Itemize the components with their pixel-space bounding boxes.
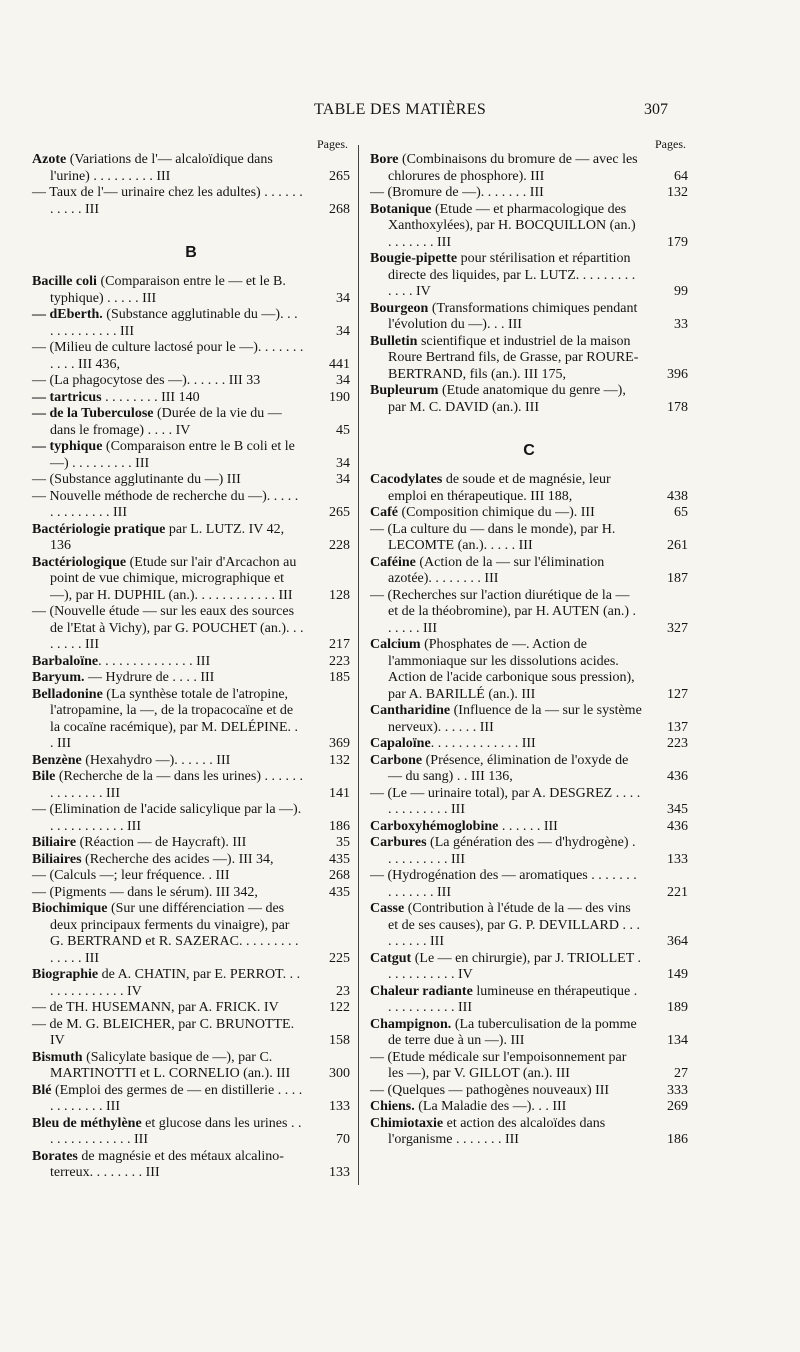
entry-page: 265	[329, 505, 350, 520]
entry-text: (Recherche des acides —). III 34,	[81, 851, 274, 867]
entry-text: — (La phagocytose des —). . . . . . III 33	[32, 373, 261, 388]
index-entry	[32, 687, 350, 753]
entry-heading: Carboxyhémoglobine	[370, 818, 499, 834]
entry-text: — (Etude médicale sur l'empoisonnement par les —), par V. GILLOT (an.). III	[370, 1049, 627, 1081]
index-entry	[32, 274, 350, 307]
entry-page: 133	[667, 851, 688, 867]
right-entries	[370, 152, 688, 1149]
entry-text: — (Le — urinaire total), par A. DESGREZ . . . . . . . . . . . . . III	[370, 785, 641, 817]
page-number: 307	[644, 101, 668, 118]
index-entry	[370, 868, 688, 901]
index-entry	[32, 340, 350, 373]
entry-heading: Borates	[32, 1148, 78, 1164]
entry-page: 327	[667, 620, 688, 636]
entry-page: 45	[336, 422, 350, 438]
entry-page: 435	[329, 851, 350, 867]
entry-heading: Botanique	[370, 201, 432, 217]
entry-heading: Benzène	[32, 752, 82, 768]
entry-text: — (La culture du — dans le monde), par H. LECOMTE (an.). . . . . III	[370, 521, 616, 553]
index-entry	[32, 1017, 350, 1050]
entry-text: . . . . . . III	[498, 818, 558, 834]
index-entry	[370, 786, 688, 819]
entry-page: 435	[329, 884, 350, 900]
entry-page: 436	[667, 769, 688, 784]
entry-text: (Phosphates de —. Action de l'ammoniaque sur les dissolutions acides. Action de l'acide carbonique sous pression), par A. BARILLÉ (an.). III	[388, 637, 635, 702]
index-entry	[32, 852, 350, 869]
entry-text: (Variations de l'— alcaloïdique dans l'urine) . . . . . . . . . III	[50, 152, 273, 184]
entry-page: 179	[667, 234, 688, 250]
entry-page: 158	[329, 1033, 350, 1048]
entry-page: 187	[667, 571, 688, 586]
entry-text: de A. CHATIN, par E. PERROT. . . . . . . . . . . . . . IV	[50, 967, 301, 999]
entry-page: 186	[667, 1132, 688, 1147]
entry-page: 178	[667, 399, 688, 415]
entry-text: (Sur une différenciation — des deux principaux ferments du vinaigre), par G. BERTRAND et R. SAZERAC. . . . . . . . . . . . . . III	[50, 901, 299, 966]
entry-heading: Cacodylates	[370, 472, 443, 487]
index-entry	[370, 251, 688, 301]
left-entries	[32, 152, 350, 1182]
entry-text: (Emploi des germes de — en distillerie . . . . . . . . . . . . III	[50, 1082, 303, 1114]
entry-text: (Contribution à l'étude de la — des vins et de ses causes), par G. P. DEVILLARD . . . . . . . . . III	[388, 901, 640, 949]
entry-page: 27	[674, 1066, 688, 1081]
entry-text: (Réaction — de Haycraft). III	[76, 835, 247, 850]
entry-page: 70	[336, 1132, 350, 1147]
index-entry	[370, 1116, 688, 1149]
entry-page: 369	[329, 736, 350, 751]
entry-page: 436	[667, 818, 688, 834]
entry-text: — Nouvelle méthode de recherche du —). . . . . . . . . . . . . . III	[32, 488, 299, 520]
entry-text: (Substance agglutinable du —). . . . . . . . . . . . . III	[50, 307, 298, 339]
entry-page: 134	[667, 1033, 688, 1048]
entry-heading: Capaloïne	[370, 736, 431, 751]
entry-text: par L. LUTZ. IV 42, 136	[50, 521, 285, 553]
entry-text: (Recherche de la — dans les urines) . . . . . . . . . . . . . . III	[50, 769, 303, 801]
entry-page: 133	[329, 1165, 350, 1180]
entry-heading: Cantharidine	[370, 703, 451, 718]
entry-text: scientifique et industriel de la maison Roure Bertrand fils, de Grasse, par ROURE-BERTRAND, fils (an.). III 175,	[388, 333, 639, 382]
index-entry	[370, 753, 688, 786]
section-letter: C	[523, 442, 535, 459]
entry-page: 133	[329, 1099, 350, 1114]
entry-page: 225	[329, 950, 350, 966]
entry-text: (Etude sur l'air d'Arcachon au point de vue chimique, micrographique et —), par H. DUPHIL (an.). . . . . . . . . . . . III	[50, 554, 297, 603]
entry-heading: Biliaire	[32, 835, 77, 850]
entry-heading: Blé	[32, 1082, 52, 1098]
entry-page: 132	[329, 752, 350, 768]
entry-text: — (Bromure de —). . . . . . . III	[370, 185, 544, 200]
entry-text: — (Milieu de culture lactosé pour le —). . . . . . . . . . . III 436,	[32, 340, 304, 372]
entry-text: (Hexahydro —). . . . . . III	[81, 752, 231, 768]
entry-heading: Biochimique	[32, 901, 108, 916]
entry-text: (La Maladie des —). . . III	[414, 1099, 567, 1114]
entry-page: 65	[674, 505, 688, 520]
entry-text: et action des alcaloïdes dans l'organisme . . . . . . . III	[388, 1115, 606, 1147]
entry-page: 141	[329, 785, 350, 801]
index-entry	[370, 736, 688, 753]
index-entry	[370, 901, 688, 951]
entry-page: 186	[329, 818, 350, 834]
index-entry	[32, 885, 350, 902]
entry-heading: Chiens.	[370, 1099, 415, 1114]
index-entry	[370, 555, 688, 588]
index-entry	[370, 472, 688, 505]
index-entry	[32, 1050, 350, 1083]
entry-heading: Carbures	[370, 835, 427, 850]
entry-text: — (Recherches sur l'action diurétique de la — et de la théobromine), par H. AUTEN (an.) . . . . . . III	[370, 587, 637, 636]
index-entry	[370, 202, 688, 252]
index-entry	[32, 555, 350, 605]
index-entry	[370, 951, 688, 984]
entry-text: — (Pigments — dans le sérum). III 342,	[32, 884, 258, 900]
entry-heading: Champignon.	[370, 1016, 452, 1032]
index-entry	[32, 802, 350, 835]
entry-text: — Hydrure de . . . . III	[84, 670, 215, 685]
index-entry	[32, 1116, 350, 1149]
index-entry	[370, 835, 688, 868]
entry-heading: Bourgeon	[370, 300, 429, 316]
entry-page: 33	[674, 317, 688, 332]
entry-text: . . . . . . . . . . . . . . III	[98, 653, 211, 669]
entry-text: et glucose dans les urines . . . . . . . . . . . . . . III	[50, 1115, 302, 1147]
index-entry	[370, 984, 688, 1017]
pages-label: Pages.	[317, 137, 348, 151]
entry-page: 64	[674, 168, 688, 184]
entry-page: 99	[674, 284, 688, 299]
index-entry	[32, 185, 350, 218]
entry-text: (Combinaisons du bromure de — avec les chlorures de phosphore). III	[388, 152, 638, 184]
entry-text: — (Quelques — pathogènes nouveaux) III	[370, 1082, 610, 1098]
index-entry	[370, 1050, 688, 1083]
entry-heading: Bismuth	[32, 1049, 83, 1065]
entry-page: 345	[667, 802, 688, 817]
entry-heading: Bupleurum	[370, 383, 439, 398]
entry-page: 265	[329, 168, 350, 184]
index-entry	[370, 1017, 688, 1050]
index-entry	[32, 307, 350, 340]
entry-page: 261	[667, 538, 688, 553]
entry-text: (Présence, élimination de l'oxyde de — du sang) . . III 136,	[388, 752, 629, 784]
entry-page: 364	[667, 934, 688, 949]
entry-heading: Bile	[32, 769, 56, 784]
index-entry	[32, 439, 350, 472]
section-letter: B	[185, 244, 197, 261]
index-entry	[32, 373, 350, 390]
entry-text: lumineuse en thérapeutique . . . . . . . . . . . III	[388, 983, 638, 1015]
index-entry	[32, 868, 350, 885]
entry-heading: Carbone	[370, 752, 423, 768]
entry-heading: Bore	[370, 152, 399, 167]
entry-page: 137	[667, 719, 688, 735]
entry-text: — (Nouvelle étude — sur les eaux des sources de l'Etat à Vichy), par G. POUCHET (an.). . . . . . . . III	[32, 604, 304, 652]
entry-heading: Casse	[370, 901, 405, 916]
entry-page: 223	[667, 736, 688, 751]
entry-text: — (Substance agglutinante du —) III	[32, 472, 241, 487]
entry-page: 127	[667, 686, 688, 702]
entry-text: . . . . . . . . III 140	[101, 389, 200, 405]
index-entry	[32, 753, 350, 770]
entry-text: (La synthèse totale de l'atropine, l'atropamine, la —, de la tropacocaïne et de la cocaïne racémique), par M. DELÉPINE. . . III	[50, 686, 299, 751]
index-entry	[370, 819, 688, 836]
index-entry	[370, 703, 688, 736]
entry-text: (Transformations chimiques pendant l'évolution du —). . . III	[388, 300, 638, 332]
index-entry	[32, 769, 350, 802]
entry-text: (Comparaison entre le — et le B. typhique) . . . . . III	[50, 274, 286, 306]
index-entry	[32, 406, 350, 439]
entry-text: (La tuberculisation de la pomme de terre due à un —). III	[388, 1016, 637, 1048]
entry-page: 34	[336, 472, 350, 487]
entry-heading: Catgut	[370, 950, 412, 966]
entry-page: 438	[667, 488, 688, 504]
entry-heading: Bacille coli	[32, 274, 97, 289]
entry-page: 34	[336, 290, 350, 306]
entry-page: 333	[667, 1082, 688, 1098]
entry-page: 35	[336, 835, 350, 850]
index-entry	[370, 588, 688, 638]
entry-heading: Bulletin	[370, 333, 418, 349]
index-entry	[370, 1083, 688, 1100]
entry-page: 300	[329, 1066, 350, 1081]
index-entry	[32, 1083, 350, 1116]
entry-text: — (Elimination de l'acide salicylique par la —). . . . . . . . . . . . III	[32, 802, 302, 834]
entry-page: 441	[329, 356, 350, 372]
entry-heading: Bleu de méthylène	[32, 1115, 142, 1131]
entry-heading: Belladonine	[32, 686, 103, 702]
index-entry	[32, 670, 350, 687]
index-entry	[370, 522, 688, 555]
entry-page: 23	[336, 983, 350, 999]
entry-heading: — tartricus	[32, 389, 102, 405]
entry-page: 223	[329, 653, 350, 669]
entry-page: 34	[336, 373, 350, 388]
left-column	[32, 136, 350, 1182]
entry-page: 190	[329, 389, 350, 405]
pages-label: Pages.	[655, 137, 686, 151]
index-entry	[370, 334, 688, 384]
entry-page: 221	[667, 884, 688, 900]
entry-page: 128	[329, 587, 350, 603]
entry-text: (Comparaison entre le B coli et le —) . . . . . . . . . III	[50, 439, 295, 471]
index-entry	[370, 637, 688, 703]
entry-text: (Action de la — sur l'élimination azotée). . . . . . . . III	[388, 554, 605, 586]
entry-page: 217	[329, 637, 350, 652]
entry-heading: Azote	[32, 152, 67, 167]
entry-page: 269	[667, 1099, 688, 1114]
entry-heading: Bougie-pipette	[370, 251, 458, 266]
index-entry	[32, 472, 350, 489]
entry-text: (Etude anatomique du genre —), par M. C. DAVID (an.). III	[388, 383, 626, 415]
entry-text: (Composition chimique du —). III	[398, 505, 595, 520]
entry-heading: Bactériologie pratique	[32, 521, 166, 537]
index-entry	[370, 152, 688, 185]
entry-page: 228	[329, 538, 350, 553]
entry-text: . . . . . . . . . . . . . III	[430, 736, 536, 751]
index-entry	[370, 301, 688, 334]
entry-page: 185	[329, 670, 350, 685]
entry-page: 34	[336, 455, 350, 471]
entry-text: (Le — en chirurgie), par J. TRIOLLET . . . . . . . . . . . IV	[388, 950, 642, 982]
entry-heading: — typhique	[32, 439, 103, 454]
entry-text: — Taux de l'— urinaire chez les adultes) . . . . . . . . . . . III	[32, 185, 303, 217]
index-entry	[32, 604, 350, 654]
entry-heading: Biliaires	[32, 851, 82, 867]
index-entry	[32, 152, 350, 185]
entry-text: de soude et de magnésie, leur emploi en thérapeutique. III 188,	[388, 472, 611, 504]
entry-heading: Baryum.	[32, 670, 85, 685]
index-entry	[32, 1000, 350, 1017]
index-entry	[370, 1099, 688, 1116]
entry-text: — (Calculs —; leur fréquence. . III	[32, 868, 230, 883]
entry-heading: Chaleur radiante	[370, 983, 473, 999]
entry-heading: Café	[370, 505, 398, 520]
entry-page: 122	[329, 1000, 350, 1015]
entry-heading: — de la Tuberculose	[32, 406, 154, 421]
column-divider	[358, 145, 359, 1185]
index-entry	[32, 522, 350, 555]
entry-heading: Caféine	[370, 554, 416, 570]
entry-page: 268	[329, 868, 350, 883]
entry-heading: — dEberth.	[32, 307, 103, 322]
entry-page: 132	[667, 185, 688, 200]
index-entry	[32, 967, 350, 1000]
entry-page: 396	[667, 366, 688, 382]
entry-page: 149	[667, 967, 688, 982]
index-entry	[32, 835, 350, 852]
entry-page: 268	[329, 201, 350, 217]
entry-text: (Durée de la vie du — dans le fromage) . . . . IV	[50, 406, 282, 438]
index-entry	[370, 185, 688, 202]
entry-text: — de TH. HUSEMANN, par A. FRICK. IV	[32, 1000, 279, 1015]
entry-page: 189	[667, 1000, 688, 1015]
index-entry	[32, 1149, 350, 1182]
entry-page: 34	[336, 323, 350, 339]
entry-text: — de M. G. BLEICHER, par C. BRUNOTTE. IV	[32, 1016, 295, 1048]
entry-text: (Salicylate basique de —), par C. MARTINOTTI et L. CORNELIO (an.). III	[50, 1049, 291, 1081]
index-entry	[32, 901, 350, 967]
entry-heading: Barbaloïne	[32, 653, 99, 669]
entry-heading: Chimiotaxie	[370, 1115, 444, 1131]
right-column	[370, 136, 688, 1149]
entry-heading: Bactériologique	[32, 554, 127, 570]
index-entry	[370, 505, 688, 522]
index-entry	[32, 654, 350, 671]
index-entry	[32, 390, 350, 407]
entry-text: (La génération des — d'hydrogène) . . . . . . . . . . III	[388, 835, 636, 867]
entry-text: (Etude — et pharmacologique des Xanthoxylées), par H. BOCQUILLON (an.) . . . . . . . III	[388, 201, 636, 250]
entry-text: (Influence de la — sur le système nerveux). . . . . . III	[388, 703, 642, 735]
entry-text: — (Hydrogénation des — aromatiques . . . . . . . . . . . . . . III	[370, 868, 637, 900]
entry-text: de magnésie et des métaux alcalino-terreux. . . . . . . . III	[50, 1148, 284, 1180]
entry-heading: Biographie	[32, 967, 99, 982]
page-title: TABLE DES MATIÈRES	[313, 101, 487, 118]
entry-heading: Calcium	[370, 637, 421, 652]
index-entry	[370, 383, 688, 416]
entry-text: pour stérilisation et répartition directe des liquides, par L. LUTZ. . . . . . . . . . . . . IV	[388, 251, 636, 299]
index-entry	[32, 489, 350, 522]
